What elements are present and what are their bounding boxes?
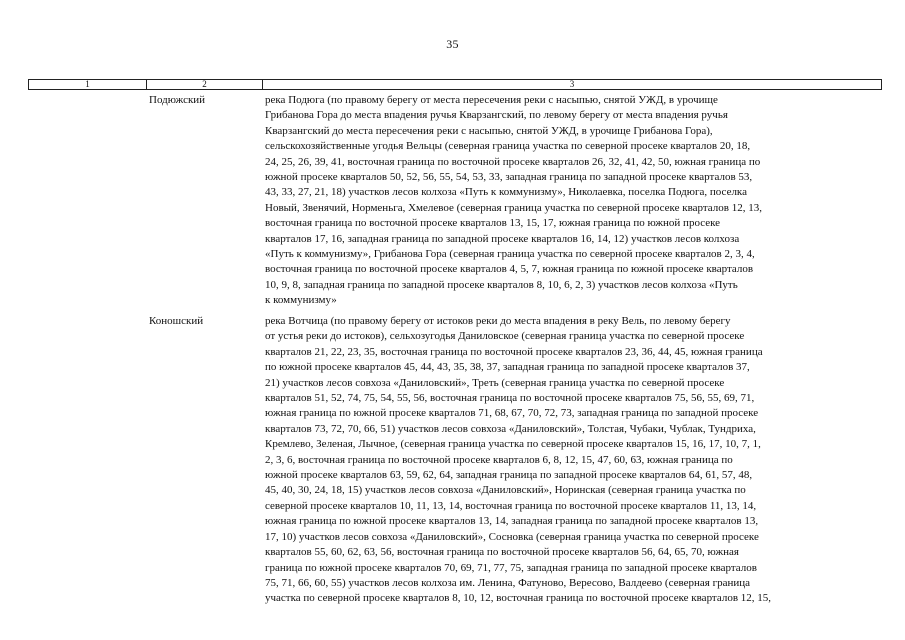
description-line: Кремлево, Зеленая, Лычное, (северная граница участка по северной просеке кварталов 15, 16, 17, 10, 7, 1,	[265, 438, 761, 451]
description-line: 10, 9, 8, западная граница по западной просеке кварталов 8, 10, 6, 2, 3) участков лесов колхоза «Путь	[265, 278, 738, 291]
description-line: кварталов 17, 16, западная граница по западной просеке кварталов 16, 14, 12) участков лесов колхоза	[265, 232, 740, 245]
description-line: граница по южной просеке кварталов 70, 69, 71, 77, 75, западная граница по западной просеке кварталов	[265, 561, 757, 574]
description-line: «Путь к коммунизму», Грибанова Гора (северная граница участка по северной просеке кварталов 2, 3, 4,	[265, 248, 755, 261]
description-line: 43, 33, 27, 21, 18) участков лесов колхоза «Путь к коммунизму», Николаевка, поселка Подюга, поселка	[265, 186, 747, 199]
page-number: 35	[446, 37, 459, 51]
description-line: от устья реки до истоков), сельхозугодья Даниловское (северная граница участка по северной просеке	[265, 330, 745, 343]
description-line: 2, 3, 6, восточная граница по восточной просеке кварталов 6, 8, 12, 15, 47, 60, 63, южная граница по	[265, 453, 733, 466]
table-header	[28, 79, 882, 90]
description-line: северной просеке кварталов 10, 11, 13, 14, восточная граница по восточной просеке кварталов 11, 13, 14,	[265, 499, 757, 512]
description-line: сельскохозяйственные угодья Вельцы (северная граница участка по северной просеке кварталов 20, 18,	[265, 140, 751, 153]
district-name: Подюжский	[149, 94, 206, 106]
description-line: Грибанова Гора до места впадения ручья Кварзангский, по левому берегу от места впадения ручья	[265, 109, 728, 122]
description-line: восточная граница по восточной просеке кварталов 13, 15, 17, южная граница по южной просеке	[265, 217, 721, 230]
description-line: 21) участков лесов совхоза «Даниловский», Треть (северная граница участка по северной просеке	[265, 376, 725, 389]
column-header-1: 1	[29, 80, 147, 89]
column-header-3: 3	[569, 79, 575, 89]
description-line: 17, 10) участков лесов совхоза «Даниловский», Сосновка (северная граница участка по северной просеке	[265, 530, 759, 543]
description-line: кварталов 73, 72, 70, 66, 51) участков лесов совхоза «Даниловский», Толстая, Чубаки, Чублак, Тундриха,	[265, 422, 756, 435]
district-description	[265, 93, 885, 309]
description-line: Кварзангский до места пересечения реки с насыпью, снятой УЖД, в урочище Грибанова Гора),	[265, 124, 713, 137]
description-line: 24, 25, 26, 39, 41, восточная граница по восточной просеке кварталов 26, 32, 41, 42, 50, южная граница по	[265, 155, 761, 168]
description-line: южной просеке кварталов 50, 52, 56, 55, 54, 53, 33, западная граница по западной просеке кварталов 53,	[265, 171, 753, 184]
description-line: Новый, Звенячий, Норменьга, Хмелевое (северная граница участка по северной просеке кварталов 12, 13,	[265, 201, 762, 214]
description-line: к коммунизму»	[265, 294, 337, 307]
description-line: восточная граница по восточной просеке кварталов 4, 5, 7, южная граница по южной просеке кварталов	[265, 263, 754, 276]
column-header-2: 2	[147, 80, 263, 89]
description-line: южная граница по южной просеке кварталов 13, 14, западная граница по западной просеке кварталов 13,	[265, 515, 759, 528]
description-line: участка по северной просеке кварталов 8, 10, 12, восточная граница по восточной просеке кварталов 12, 15,	[265, 592, 772, 605]
description-line: южной просеке кварталов 63, 59, 62, 64, западная граница по западной просеке кварталов 64, 61, 57, 48,	[265, 469, 753, 482]
description-line: река Вотчица (по правому берегу от истоков реки до места впадения в реку Вель, по левому берегу	[265, 315, 731, 327]
district-name: Коношский	[149, 315, 204, 327]
description-line: кварталов 21, 22, 23, 35, восточная граница по восточной просеке кварталов 23, 36, 44, 45, южная граница	[265, 345, 763, 358]
description-line: кварталов 51, 52, 74, 75, 54, 55, 56, восточная граница по восточной просеке кварталов 75, 56, 55, 69, 71,	[265, 392, 755, 405]
description-line: по южной просеке кварталов 45, 44, 43, 35, 38, 37, западная граница по западной просеке кварталов 37,	[265, 361, 750, 374]
district-description	[265, 314, 885, 607]
description-line: 75, 71, 66, 60, 55) участков лесов колхоза им. Ленина, Фатуново, Вересово, Валдеево (северная граница	[265, 576, 751, 589]
description-line: 45, 40, 30, 24, 18, 15) участков лесов совхоза «Даниловский», Норинская (северная граница участка по	[265, 484, 746, 497]
description-line: река Подюга (по правому берегу от места пересечения реки с насыпью, снятой УЖД, в урочище	[265, 94, 718, 106]
description-line: кварталов 55, 60, 62, 63, 56, восточная граница по восточной просеке кварталов 56, 64, 65, 70, южная	[265, 546, 739, 559]
description-line: южная граница по южной просеке кварталов 71, 68, 67, 70, 72, 73, западная граница по западной просеке	[265, 407, 759, 420]
